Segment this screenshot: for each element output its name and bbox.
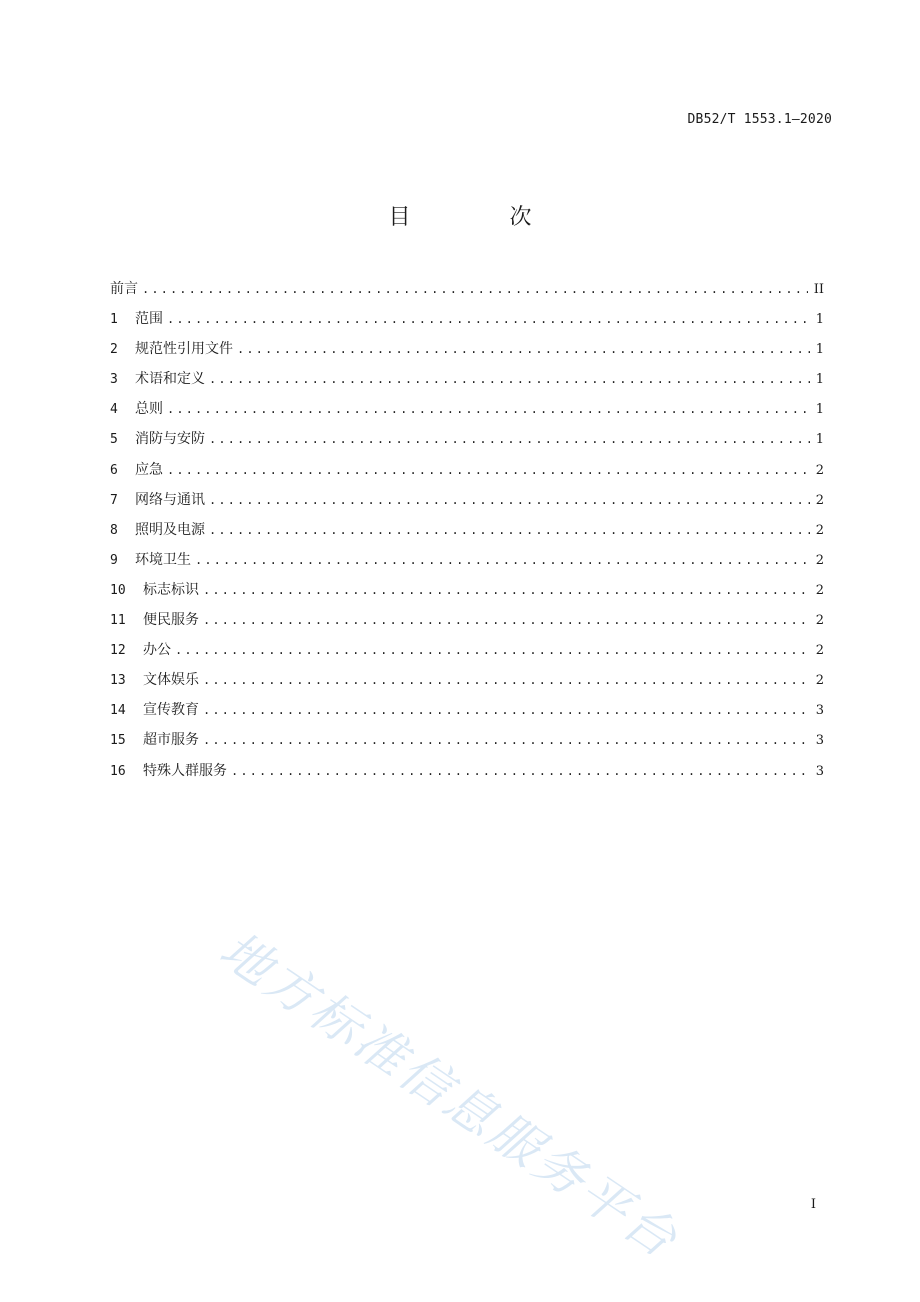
toc-entry-page: 3 — [815, 733, 824, 749]
toc-leader-dots — [167, 402, 810, 416]
toc-entry[interactable] — [110, 729, 824, 759]
toc-entry-page: 2 — [815, 643, 824, 659]
toc-entry-number: 1 — [110, 312, 118, 328]
toc-entry-number: 11 — [110, 613, 126, 629]
watermark: 地方标准信息服务平台 — [209, 920, 690, 1271]
toc-entry-page: 2 — [815, 462, 824, 478]
toc-leader-dots — [203, 583, 810, 597]
toc-entry-page: 1 — [815, 342, 824, 358]
toc-entry[interactable] — [110, 699, 824, 729]
page-number: I — [810, 1197, 816, 1212]
toc-entry-number: 13 — [110, 673, 126, 689]
toc-entry-title: 超市服务 — [143, 732, 199, 749]
toc-entry-title: 范围 — [135, 311, 163, 328]
toc-entry-number: 14 — [110, 703, 126, 719]
toc-entry-number: 2 — [110, 342, 118, 358]
toc-entry-page: 2 — [815, 522, 824, 538]
toc-leader-dots — [203, 733, 810, 747]
toc-leader-dots — [167, 463, 810, 477]
toc-entry-page: 1 — [815, 312, 824, 328]
toc-entry[interactable] — [110, 368, 824, 398]
toc-leader-dots — [203, 673, 810, 687]
toc-entry-number: 10 — [110, 582, 126, 598]
toc-leader-dots — [209, 372, 810, 386]
toc-leader-dots — [203, 613, 810, 627]
toc-entry-title: 特殊人群服务 — [143, 762, 227, 779]
toc-entry-page: 1 — [815, 402, 824, 418]
toc-entry-page: 2 — [815, 552, 824, 568]
toc-entry[interactable] — [110, 308, 824, 338]
toc-entry-number: 9 — [110, 552, 118, 568]
toc-entry-number: 16 — [110, 763, 126, 779]
page-title: 目 次 — [388, 205, 578, 230]
toc-entry-title: 环境卫生 — [135, 551, 191, 568]
toc-entry[interactable] — [110, 579, 824, 609]
toc-leader-dots — [209, 493, 810, 507]
toc-entry-title: 总则 — [135, 401, 163, 418]
toc-entry-number: 4 — [110, 402, 118, 418]
toc-entry-page: 3 — [815, 763, 824, 779]
toc-entry[interactable] — [110, 398, 824, 428]
toc-entry[interactable] — [110, 519, 824, 549]
toc-entry[interactable] — [110, 428, 824, 458]
toc-leader-dots — [209, 523, 810, 537]
toc-entry-title: 规范性引用文件 — [135, 341, 233, 358]
toc-entry[interactable] — [110, 549, 824, 579]
toc-entry-page: 2 — [815, 613, 824, 629]
toc-entry[interactable] — [110, 639, 824, 669]
toc-leader-dots — [203, 703, 810, 717]
toc-leader-dots — [237, 342, 810, 356]
toc-entry-page: 1 — [815, 372, 824, 388]
toc-entry-page: 3 — [815, 703, 824, 719]
standard-code: DB52/T 1553.1—2020 — [687, 112, 832, 127]
toc-entry-number: 15 — [110, 733, 126, 749]
toc-entry-page: 2 — [815, 492, 824, 508]
toc-leader-dots — [142, 282, 808, 296]
toc-entry-number: 3 — [110, 372, 118, 388]
toc-entry-title: 前言 — [110, 281, 138, 297]
toc-entry-title: 网络与通讯 — [135, 491, 205, 508]
toc-entry-title: 宣传教育 — [143, 702, 199, 719]
toc-entry-number: 5 — [110, 432, 118, 448]
table-of-contents — [110, 278, 824, 790]
toc-entry-title: 应急 — [135, 461, 163, 478]
toc-entry[interactable] — [110, 609, 824, 639]
toc-entry-title: 办公 — [143, 642, 171, 659]
toc-entry-title: 文体娱乐 — [143, 672, 199, 689]
toc-entry-title: 消防与安防 — [135, 431, 205, 448]
toc-leader-dots — [195, 553, 810, 567]
toc-entry-title: 标志标识 — [143, 581, 199, 598]
toc-entry-number: 12 — [110, 643, 126, 659]
toc-entry-title: 术语和定义 — [135, 371, 205, 388]
toc-entry-page: II — [813, 282, 824, 297]
toc-entry-title: 便民服务 — [143, 612, 199, 629]
toc-entry[interactable] — [110, 489, 824, 519]
toc-leader-dots — [175, 643, 810, 657]
toc-entry-title: 照明及电源 — [135, 521, 205, 538]
toc-leader-dots — [209, 432, 810, 446]
toc-entry[interactable] — [110, 459, 824, 489]
toc-entry-number: 8 — [110, 522, 118, 538]
toc-entry[interactable] — [110, 669, 824, 699]
toc-entry-page: 2 — [815, 582, 824, 598]
toc-entry[interactable] — [110, 760, 824, 790]
toc-entry[interactable] — [110, 338, 824, 368]
toc-leader-dots — [231, 764, 810, 778]
toc-entry-page: 1 — [815, 432, 824, 448]
toc-entry-number: 6 — [110, 462, 118, 478]
toc-entry-page: 2 — [815, 673, 824, 689]
toc-entry[interactable] — [110, 278, 824, 308]
toc-entry-number: 7 — [110, 492, 118, 508]
toc-leader-dots — [167, 312, 810, 326]
